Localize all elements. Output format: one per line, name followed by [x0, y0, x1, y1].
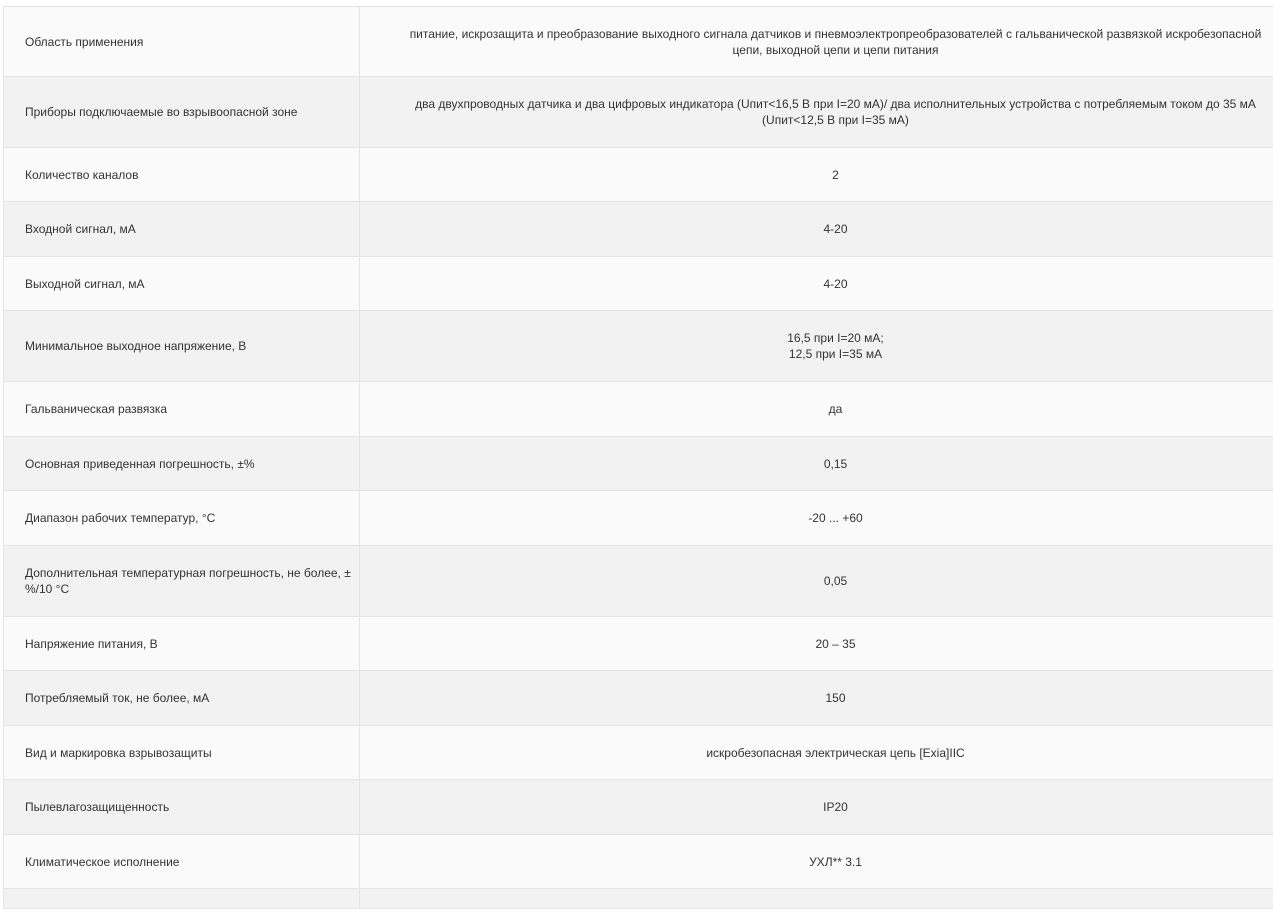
spec-label: Дополнительная температурная погрешность, не более, ±%/10 °С — [4, 546, 360, 617]
spec-row — [4, 835, 1273, 889]
spec-label: Область применения — [4, 7, 360, 77]
spec-label: Приборы подключаемые во взрывоопасной зоне — [4, 77, 360, 148]
spec-label: Климатическое исполнение — [4, 835, 360, 889]
spec-value — [360, 311, 1273, 382]
spec-row — [4, 546, 1273, 617]
spec-label: Гальваническая развязка — [4, 382, 360, 437]
spec-row — [4, 437, 1273, 491]
spec-label: Пылевлагозащищенность — [4, 780, 360, 835]
spec-value — [360, 617, 1273, 671]
spec-value-line: 16,5 при I=20 мА; — [380, 330, 1273, 346]
spec-row — [4, 257, 1273, 311]
spec-value-line: -20 ... +60 — [380, 510, 1273, 526]
spec-label: Основная приведенная погрешность, ±% — [4, 437, 360, 491]
spec-value — [360, 835, 1273, 889]
spec-value-line: да — [380, 401, 1273, 417]
spec-row — [4, 7, 1273, 77]
spec-value — [360, 77, 1273, 148]
spec-value-line: 150 — [380, 690, 1273, 706]
spec-value-line: питание, искрозащита и преобразование выходного сигнала датчиков и пневмоэлектропреобразователей с гальванической развязкой искробезопасной — [380, 26, 1273, 42]
spec-value — [360, 148, 1273, 202]
spec-label: Диапазон рабочих температур, °С — [4, 491, 360, 546]
spec-value-line: 4-20 — [380, 221, 1273, 237]
spec-row — [4, 617, 1273, 671]
spec-value — [360, 7, 1273, 77]
spec-row — [4, 726, 1273, 780]
spec-value — [360, 382, 1273, 437]
spec-value-line: 0,05 — [380, 573, 1273, 589]
spec-value-line: IP20 — [380, 799, 1273, 815]
spec-value-line: УХЛ** 3.1 — [380, 854, 1273, 870]
spec-value-line: искробезопасная электрическая цепь [Exia]IIC — [380, 745, 1273, 761]
spec-value — [360, 491, 1273, 546]
spec-value — [360, 671, 1273, 726]
spec-label: Выходной сигнал, мА — [4, 257, 360, 311]
spec-row — [4, 77, 1273, 148]
spec-label: Входной сигнал, мА — [4, 202, 360, 257]
spec-label: Минимальное выходное напряжение, В — [4, 311, 360, 382]
spec-label: Количество каналов — [4, 148, 360, 202]
specifications-table — [3, 6, 1273, 909]
spec-row — [4, 491, 1273, 546]
spec-value-line: 2 — [380, 167, 1273, 183]
spec-value-line: цепи, выходной цепи и цепи питания — [380, 42, 1273, 58]
spec-value — [360, 437, 1273, 491]
spec-value — [360, 546, 1273, 617]
spec-value — [360, 257, 1273, 311]
spec-value — [360, 780, 1273, 835]
spec-label: Потребляемый ток, не более, мА — [4, 671, 360, 726]
spec-label: Напряжение питания, В — [4, 617, 360, 671]
spec-row — [4, 382, 1273, 437]
spec-row — [4, 148, 1273, 202]
spec-value-line: 4-20 — [380, 276, 1273, 292]
spec-label: Вид и маркировка взрывозащиты — [4, 726, 360, 780]
spec-value — [360, 202, 1273, 257]
spec-value-line: 12,5 при I=35 мА — [380, 346, 1273, 362]
spec-value — [360, 726, 1273, 780]
spec-value-line: 0,15 — [380, 456, 1273, 472]
spec-row — [4, 311, 1273, 382]
spec-row — [4, 671, 1273, 726]
spec-row — [4, 202, 1273, 257]
spec-row — [4, 780, 1273, 835]
specifications-table-body — [4, 7, 1273, 909]
spec-value-line: (Uпит<12,5 В при I=35 мА) — [380, 112, 1273, 128]
spec-value-line: два двухпроводных датчика и два цифровых индикатора (Uпит<16,5 В при I=20 мА)/ два исполнительных устройства с потребляемым током до 35 мА — [380, 96, 1273, 112]
spec-value-line: 20 – 35 — [380, 636, 1273, 652]
